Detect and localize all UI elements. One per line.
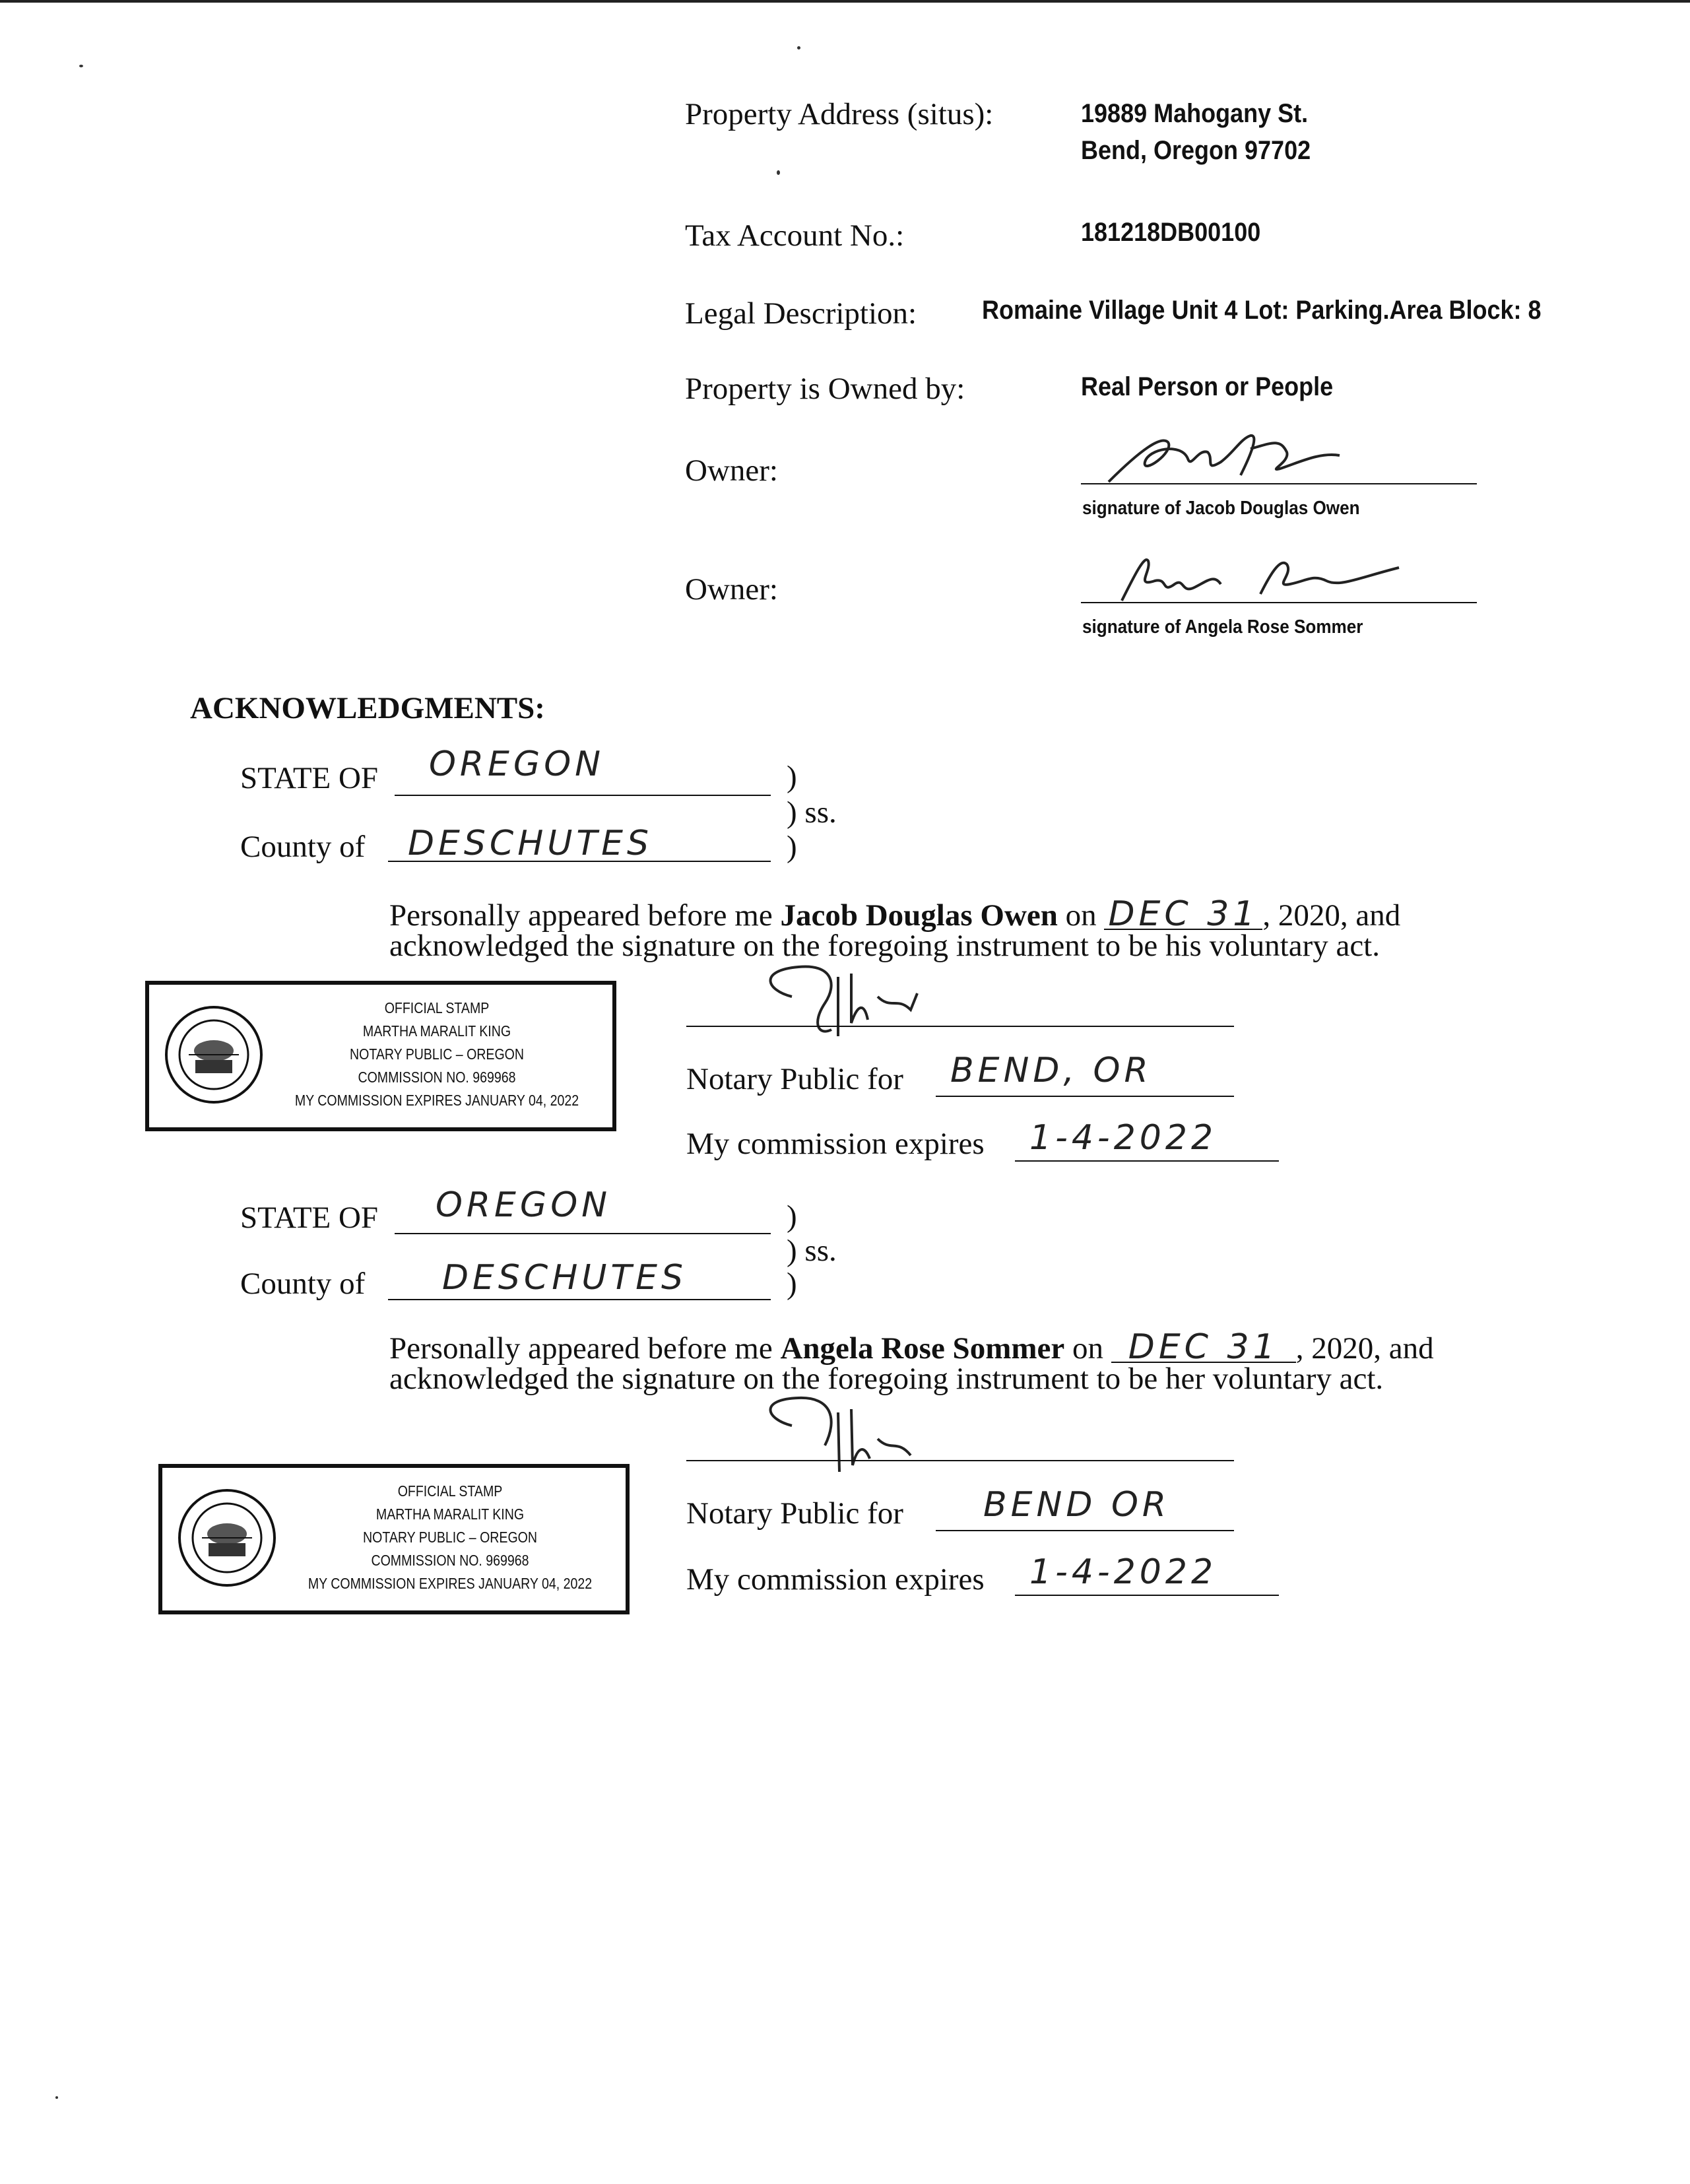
tax-account-label: Tax Account No.: (685, 218, 905, 253)
ss-marker: ) ss. (787, 795, 837, 830)
scan-speck (797, 46, 800, 50)
notary-for-label: Notary Public for (686, 1062, 903, 1096)
commission-expires-label: My commission expires (686, 1127, 985, 1161)
commission-expires-handwritten: 1-4-2022 (1029, 1552, 1218, 1592)
on-text: on (1072, 1331, 1103, 1366)
notary-signature (739, 957, 963, 1043)
commission-expires-label: My commission expires (686, 1562, 985, 1597)
notary-signature (739, 1393, 950, 1478)
owned-by-label: Property is Owned by: (685, 372, 965, 406)
property-address-label: Property Address (situs): (685, 97, 994, 131)
oregon-seal-icon (162, 1003, 265, 1106)
county-label: County of (240, 830, 366, 864)
state-label: STATE OF (240, 761, 379, 795)
paren: ) (787, 1267, 797, 1301)
property-address-line1: 19889 Mahogany St. (1081, 99, 1309, 128)
county-label: County of (240, 1267, 366, 1301)
notary-for-handwritten: BEND, OR (950, 1051, 1152, 1090)
state-line (395, 795, 771, 796)
paren: ) (787, 760, 797, 794)
commission-expires-line (1015, 1595, 1279, 1596)
stamp-line: NOTARY PUBLIC – OREGON (349, 1045, 525, 1063)
scan-speck (55, 2096, 58, 2099)
commission-expires-handwritten: 1-4-2022 (1029, 1118, 1218, 1158)
stamp-line: MY COMMISSION EXPIRES JANUARY 04, 2022 (308, 1575, 593, 1592)
state-label: STATE OF (240, 1201, 379, 1235)
stamp-line: MY COMMISSION EXPIRES JANUARY 04, 2022 (294, 1092, 579, 1109)
notary-for-handwritten: BEND OR (983, 1485, 1171, 1525)
legal-description-label: Legal Description: (685, 296, 917, 331)
owner-signature-line (1081, 602, 1477, 603)
stamp-line: MARTHA MARALIT KING (375, 1506, 525, 1523)
state-handwritten: OREGON (436, 1185, 612, 1225)
acknowledged-text: acknowledged the signature on the foregoing instrument to be his voluntary act. (389, 929, 1380, 963)
scan-top-edge (0, 0, 1690, 3)
scan-speck (79, 65, 83, 67)
stamp-text (275, 1480, 626, 1595)
acknowledgments-heading: ACKNOWLEDGMENTS: (190, 691, 545, 725)
official-stamp (145, 981, 616, 1131)
acknowledged-text: acknowledged the signature on the foregoing instrument to be her voluntary act. (389, 1362, 1384, 1396)
official-stamp (158, 1464, 630, 1614)
owner-signature-line (1081, 483, 1477, 484)
date-handwritten: DEC 31 (1104, 900, 1262, 930)
notary-signature-line (686, 1026, 1234, 1027)
property-address-line2: Bend, Oregon 97702 (1081, 136, 1311, 165)
owner-signature-caption: signature of Angela Rose Sommer (1082, 616, 1363, 638)
tax-account-value: 181218DB00100 (1081, 218, 1261, 247)
stamp-line: OFFICIAL STAMP (384, 999, 490, 1016)
county-line (388, 861, 771, 862)
notary-for-label: Notary Public for (686, 1496, 903, 1531)
notary-for-line (936, 1530, 1234, 1531)
owner-signature-caption: signature of Jacob Douglas Owen (1082, 498, 1360, 519)
owner-label: Owner: (685, 453, 778, 488)
year-suffix: , 2020, and (1295, 1331, 1434, 1366)
stamp-text (261, 997, 612, 1112)
stamp-line: MARTHA MARALIT KING (362, 1022, 511, 1040)
appeared-prefix: Personally appeared before me (389, 898, 773, 933)
appeared-prefix: Personally appeared before me (389, 1331, 773, 1366)
notary-for-line (936, 1096, 1234, 1097)
owned-by-value: Real Person or People (1081, 372, 1334, 401)
date-handwritten: DEC 31 (1111, 1333, 1296, 1363)
notary-signature-line (686, 1460, 1234, 1461)
county-handwritten: DESCHUTES (408, 824, 653, 863)
ss-marker: ) ss. (787, 1234, 837, 1268)
on-text: on (1065, 898, 1097, 933)
commission-expires-line (1015, 1160, 1279, 1162)
owner-label: Owner: (685, 572, 778, 607)
signer-name: Jacob Douglas Owen (780, 898, 1058, 933)
year-suffix: , 2020, and (1262, 898, 1401, 933)
stamp-line: COMMISSION NO. 969968 (371, 1552, 529, 1569)
state-line (395, 1233, 771, 1234)
paren: ) (787, 1199, 797, 1234)
oregon-seal-icon (176, 1486, 278, 1589)
stamp-line: COMMISSION NO. 969968 (358, 1069, 516, 1086)
county-line (388, 1299, 771, 1300)
stamp-line: NOTARY PUBLIC – OREGON (362, 1529, 538, 1546)
owner-signature-angela (1109, 548, 1425, 607)
legal-description-value: Romaine Village Unit 4 Lot: Parking.Area Block: 8 (982, 296, 1542, 325)
signer-name: Angela Rose Sommer (780, 1331, 1065, 1366)
scan-speck (777, 170, 780, 175)
state-handwritten: OREGON (429, 745, 605, 784)
paren: ) (787, 830, 797, 864)
county-handwritten: DESCHUTES (442, 1258, 688, 1298)
stamp-line: OFFICIAL STAMP (397, 1482, 503, 1500)
